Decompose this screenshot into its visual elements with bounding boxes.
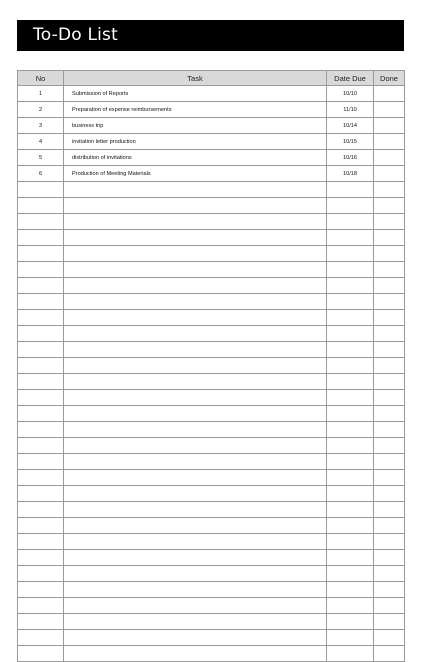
date-due-cell[interactable] [327,582,374,598]
task-number-cell [18,406,64,422]
table-row [18,134,405,150]
done-checkbox-cell[interactable] [374,358,405,374]
table-row [18,470,405,486]
table-row [18,310,405,326]
done-checkbox-cell[interactable] [374,294,405,310]
task-cell[interactable] [64,310,327,326]
task-number-cell [18,358,64,374]
date-due-cell[interactable]: 11/10 [327,102,374,118]
task-number-cell [18,198,64,214]
task-cell[interactable] [64,422,327,438]
date-due-cell[interactable] [327,294,374,310]
table-row [18,278,405,294]
done-checkbox-cell[interactable] [374,310,405,326]
done-checkbox-cell[interactable] [374,86,405,102]
task-number-cell [18,614,64,630]
task-number-cell [18,374,64,390]
date-due-cell[interactable] [327,278,374,294]
task-cell[interactable]: business trip [64,118,327,134]
task-cell[interactable] [64,294,327,310]
task-number-cell [18,470,64,486]
done-checkbox-cell[interactable] [374,486,405,502]
table-row [18,294,405,310]
task-cell[interactable] [64,246,327,262]
task-number-cell [18,518,64,534]
done-checkbox-cell[interactable] [374,102,405,118]
task-cell[interactable] [64,566,327,582]
task-number-cell [18,550,64,566]
done-checkbox-cell[interactable] [374,390,405,406]
date-due-cell[interactable] [327,534,374,550]
task-number-cell [18,630,64,646]
date-due-cell[interactable] [327,550,374,566]
table-row [18,182,405,198]
task-number-cell [18,294,64,310]
task-cell[interactable] [64,486,327,502]
task-cell[interactable] [64,278,327,294]
task-cell[interactable] [64,438,327,454]
date-due-cell[interactable] [327,326,374,342]
done-checkbox-cell[interactable] [374,198,405,214]
task-number-cell [18,566,64,582]
date-due-cell[interactable] [327,486,374,502]
table-row [18,326,405,342]
task-cell[interactable] [64,550,327,566]
done-checkbox-cell[interactable] [374,534,405,550]
date-due-cell[interactable] [327,454,374,470]
task-number-cell [18,230,64,246]
table-row [18,358,405,374]
task-number-cell [18,646,64,662]
done-checkbox-cell[interactable] [374,326,405,342]
table-row [18,646,405,662]
table-row [18,438,405,454]
task-number-cell: 1 [18,86,64,102]
task-number-cell [18,310,64,326]
table-row [18,422,405,438]
task-cell[interactable] [64,342,327,358]
table-row [18,374,405,390]
task-cell[interactable]: distribution of invitations [64,150,327,166]
done-checkbox-cell[interactable] [374,182,405,198]
done-checkbox-cell[interactable] [374,230,405,246]
table-row [18,550,405,566]
date-due-cell[interactable] [327,502,374,518]
task-number-cell [18,486,64,502]
task-cell[interactable] [64,646,327,662]
date-due-cell[interactable]: 10/14 [327,118,374,134]
done-checkbox-cell[interactable] [374,262,405,278]
table-row [18,102,405,118]
date-due-cell[interactable] [327,374,374,390]
date-due-cell[interactable] [327,470,374,486]
table-row [18,342,405,358]
task-number-cell [18,438,64,454]
date-due-cell[interactable] [327,358,374,374]
done-checkbox-cell[interactable] [374,438,405,454]
date-due-cell[interactable] [327,566,374,582]
task-number-cell [18,422,64,438]
done-checkbox-cell[interactable] [374,422,405,438]
task-number-cell: 3 [18,118,64,134]
table-row [18,614,405,630]
task-cell[interactable] [64,534,327,550]
task-number-cell [18,502,64,518]
task-cell[interactable] [64,262,327,278]
done-checkbox-cell[interactable] [374,214,405,230]
date-due-cell[interactable] [327,406,374,422]
table-row [18,566,405,582]
table-row [18,582,405,598]
date-due-cell[interactable] [327,246,374,262]
task-cell[interactable] [64,390,327,406]
column-header-date-due: Date Due [327,71,374,86]
table-row [18,246,405,262]
task-cell[interactable] [64,582,327,598]
task-cell[interactable] [64,326,327,342]
done-checkbox-cell[interactable] [374,630,405,646]
task-cell[interactable] [64,374,327,390]
task-cell[interactable] [64,614,327,630]
table-row [18,86,405,102]
table-row [18,454,405,470]
table-row [18,630,405,646]
date-due-cell[interactable] [327,310,374,326]
done-checkbox-cell[interactable] [374,278,405,294]
table-body [18,86,405,662]
task-cell[interactable] [64,470,327,486]
done-checkbox-cell[interactable] [374,342,405,358]
task-number-cell [18,534,64,550]
task-number-cell [18,246,64,262]
date-due-cell[interactable]: 10/18 [327,166,374,182]
table-row [18,486,405,502]
table-row [18,534,405,550]
task-number-cell [18,582,64,598]
table-row [18,166,405,182]
date-due-cell[interactable] [327,630,374,646]
page-title: To-Do List [33,25,118,45]
done-checkbox-cell[interactable] [374,166,405,182]
date-due-cell[interactable] [327,182,374,198]
done-checkbox-cell[interactable] [374,550,405,566]
table-row [18,518,405,534]
task-cell[interactable] [64,358,327,374]
done-checkbox-cell[interactable] [374,118,405,134]
todo-table [17,70,405,662]
task-number-cell [18,390,64,406]
task-number-cell [18,342,64,358]
column-header-no: No [18,71,64,86]
column-header-task: Task [64,71,327,86]
task-number-cell: 2 [18,102,64,118]
done-checkbox-cell[interactable] [374,646,405,662]
title-bar [17,20,404,51]
task-cell[interactable] [64,454,327,470]
table-row [18,230,405,246]
done-checkbox-cell[interactable] [374,246,405,262]
date-due-cell[interactable]: 10/10 [327,86,374,102]
date-due-cell[interactable]: 10/15 [327,134,374,150]
task-number-cell: 6 [18,166,64,182]
date-due-cell[interactable] [327,518,374,534]
table-row [18,150,405,166]
task-cell[interactable] [64,406,327,422]
date-due-cell[interactable] [327,262,374,278]
task-number-cell [18,214,64,230]
task-cell[interactable] [64,198,327,214]
task-number-cell: 5 [18,150,64,166]
date-due-cell[interactable]: 10/16 [327,150,374,166]
done-checkbox-cell[interactable] [374,406,405,422]
table-row [18,118,405,134]
date-due-cell[interactable] [327,342,374,358]
done-checkbox-cell[interactable] [374,470,405,486]
done-checkbox-cell[interactable] [374,502,405,518]
table-row [18,406,405,422]
task-number-cell [18,278,64,294]
date-due-cell[interactable] [327,214,374,230]
task-number-cell [18,326,64,342]
task-number-cell: 4 [18,134,64,150]
date-due-cell[interactable] [327,614,374,630]
task-cell[interactable] [64,214,327,230]
date-due-cell[interactable] [327,422,374,438]
table-row [18,198,405,214]
done-checkbox-cell[interactable] [374,134,405,150]
task-cell[interactable]: invitation letter production [64,134,327,150]
task-cell[interactable] [64,230,327,246]
table-row [18,502,405,518]
done-checkbox-cell[interactable] [374,582,405,598]
task-cell[interactable] [64,630,327,646]
task-number-cell [18,454,64,470]
done-checkbox-cell[interactable] [374,614,405,630]
task-number-cell [18,182,64,198]
task-cell[interactable]: Preparation of expense reimbursements [64,102,327,118]
task-cell[interactable]: Submission of Reports [64,86,327,102]
done-checkbox-cell[interactable] [374,566,405,582]
done-checkbox-cell[interactable] [374,150,405,166]
date-due-cell[interactable] [327,646,374,662]
table-row [18,262,405,278]
task-number-cell [18,262,64,278]
done-checkbox-cell[interactable] [374,518,405,534]
date-due-cell[interactable] [327,230,374,246]
done-checkbox-cell[interactable] [374,374,405,390]
table-row [18,390,405,406]
table-header-row [18,71,405,86]
task-cell[interactable] [64,502,327,518]
date-due-cell[interactable] [327,438,374,454]
task-cell[interactable] [64,518,327,534]
date-due-cell[interactable] [327,198,374,214]
date-due-cell[interactable] [327,390,374,406]
task-cell[interactable]: Production of Meeting Materials [64,166,327,182]
task-cell[interactable] [64,182,327,198]
column-header-done: Done [374,71,405,86]
table-row [18,214,405,230]
done-checkbox-cell[interactable] [374,454,405,470]
